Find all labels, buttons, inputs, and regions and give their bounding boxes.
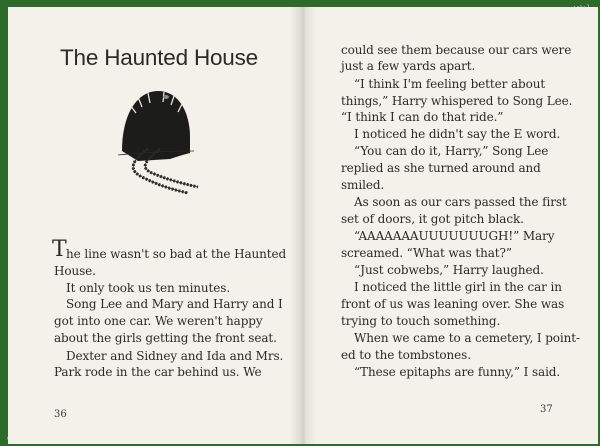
paragraph-line: When we came to a cemetery, I point-	[354, 331, 580, 345]
paragraph-line: It only took us ten minutes.	[66, 281, 231, 295]
tunnel-with-track-icon	[108, 85, 203, 197]
paragraph-line: trying to touch something.	[341, 314, 501, 328]
watermark-top-right: 마더하니	[562, 4, 591, 16]
chapter-title: The Haunted House	[60, 45, 258, 70]
paragraph-line: ed to the tombstones.	[341, 348, 471, 362]
paragraph-line: “I think I can do that ride.”	[341, 110, 504, 124]
page-number: 36	[54, 409, 67, 420]
paragraph-line: As soon as our cars passed the first	[354, 195, 567, 209]
paragraph-line: I noticed he didn't say the E word.	[354, 127, 561, 141]
paragraph-line: Park rode in the car behind us. We	[54, 365, 262, 379]
paragraph-line: set of doors, it got pitch black.	[341, 212, 524, 226]
paragraph-line: replied as she turned around and	[341, 161, 541, 175]
left-page	[8, 7, 303, 444]
drop-cap: T	[52, 237, 67, 262]
paragraph-line: he line wasn't so bad at the Haunted	[66, 247, 287, 261]
paragraph-line: could see them because our cars were	[341, 43, 572, 57]
paragraph-line: Song Lee and Mary and Harry and I	[66, 297, 283, 311]
paragraph-line: “AAAAAAAUUUUUUUGH!” Mary	[354, 229, 555, 243]
paragraph-line: Dexter and Sidney and Ida and Mrs.	[66, 349, 284, 363]
watermark-bottom-left: 마더하니	[6, 432, 35, 444]
page-number: 37	[540, 404, 553, 415]
paragraph-line: about the girls getting the front seat.	[54, 331, 277, 345]
paragraph-line: I noticed the little girl in the car in	[354, 280, 562, 294]
paragraph-line: “These epitaphs are funny,” I said.	[354, 365, 561, 379]
paragraph-line: screamed. “What was that?”	[341, 246, 512, 260]
paragraph-line: House.	[54, 264, 96, 278]
paragraph-line: “Just cobwebs,” Harry laughed.	[354, 263, 544, 277]
paragraph-line: got into one car. We weren't happy	[54, 314, 263, 328]
book-spread	[8, 7, 598, 444]
paragraph-line: “You can do it, Harry,” Song Lee	[354, 144, 549, 158]
right-page	[308, 7, 598, 444]
paragraph-line: “I think I'm feeling better about	[354, 77, 546, 91]
paragraph-line: front of us was leaning over. She was	[341, 297, 565, 311]
paragraph-line: things,” Harry whispered to Song Lee.	[341, 94, 573, 108]
paragraph-line: smiled.	[341, 178, 385, 192]
paragraph-line: just a few yards apart.	[341, 59, 476, 73]
